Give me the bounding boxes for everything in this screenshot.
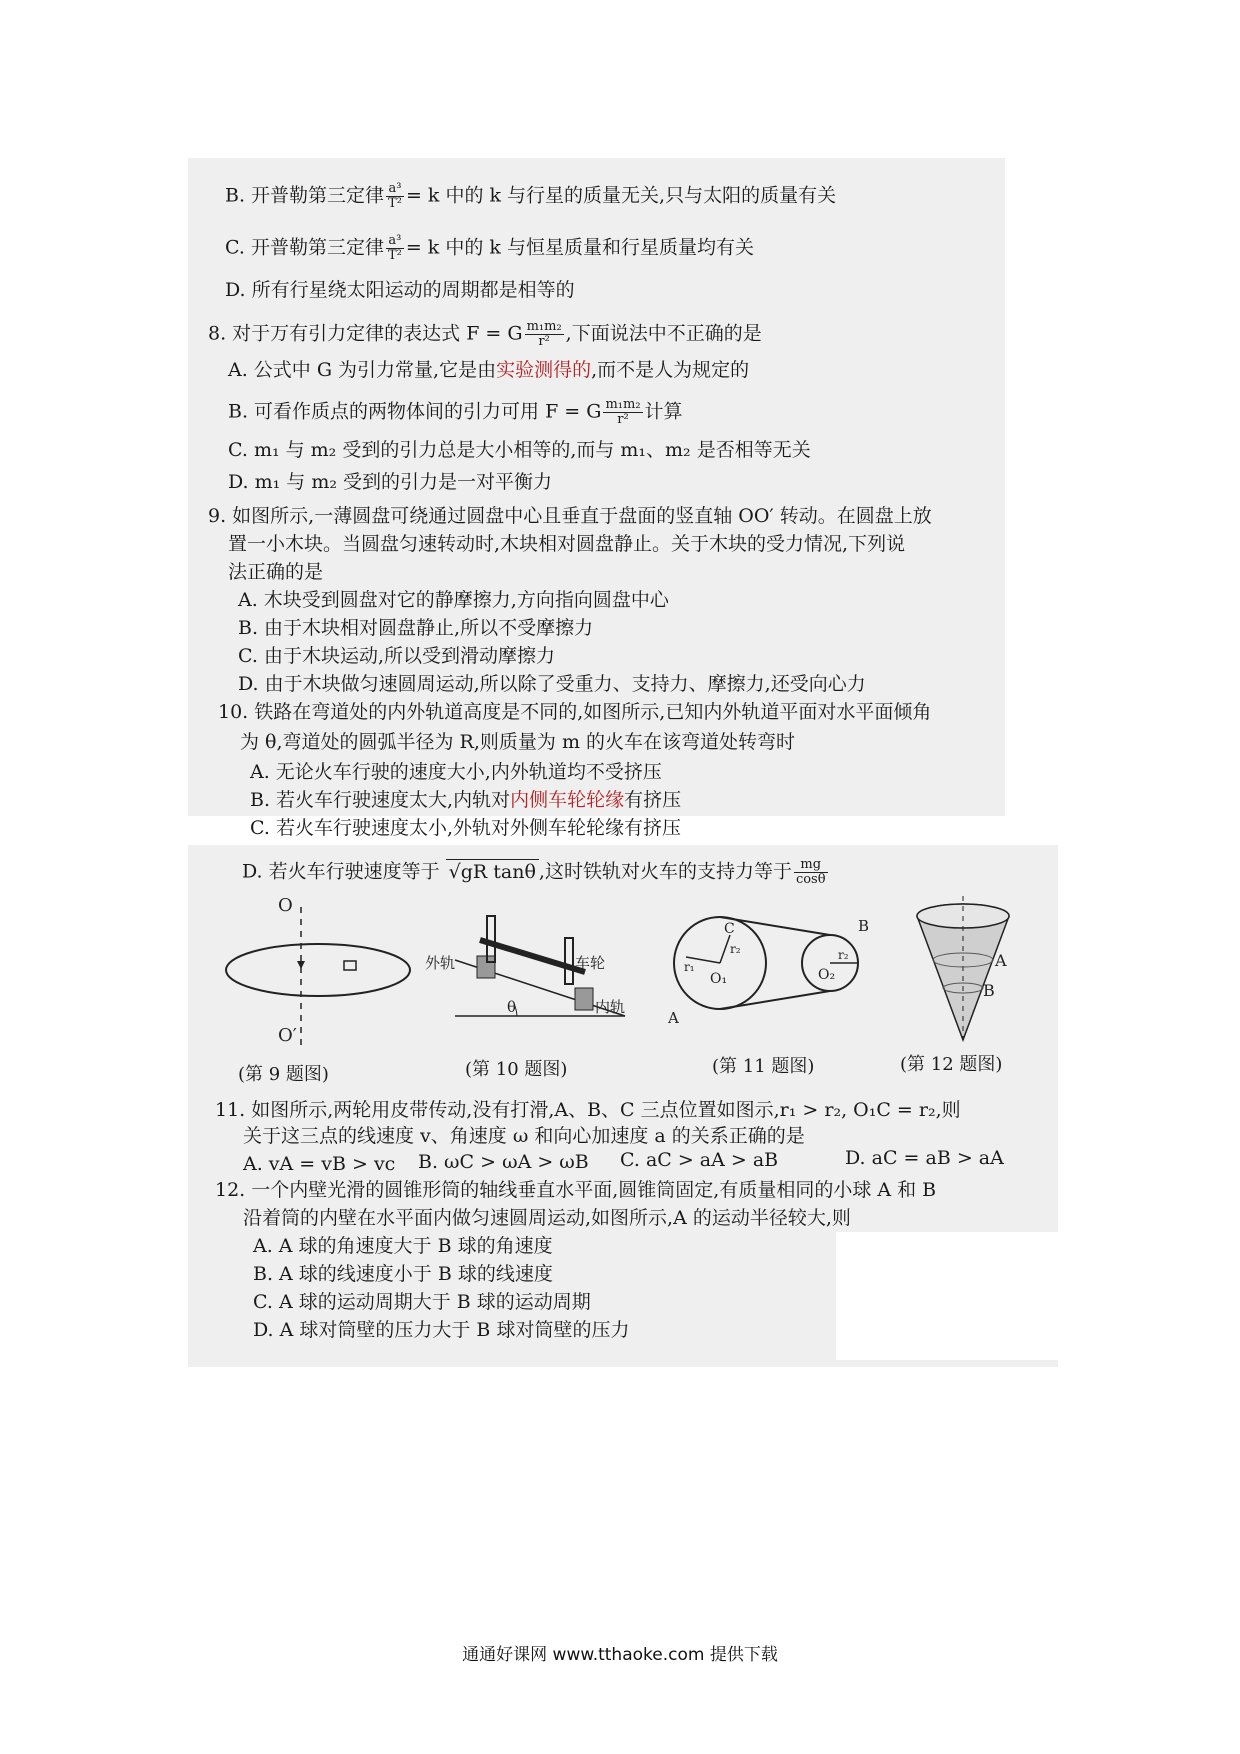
q9-stem-1: 9. 如图所示,一薄圆盘可绕通过圆盘中心且垂直于盘面的竖直轴 OO′ 转动。在圆盘上放 xyxy=(208,505,932,527)
fig10-label-theta: θ xyxy=(507,998,517,1016)
figure-12-cone xyxy=(905,892,1035,1052)
fig11-label-r1: r₁ xyxy=(684,960,695,974)
q9-stem-2: 置一小木块。当圆盘匀速转动时,木块相对圆盘静止。关于木块的受力情况,下列说 xyxy=(228,533,906,555)
fig9-label-O-prime: O′ xyxy=(278,1025,297,1045)
q11-option-a: A. vA = vB > vc xyxy=(243,1153,396,1175)
q11-stem-1: 11. 如图所示,两轮用皮带传动,没有打滑,A、B、C 三点位置如图示,r₁ > r₂, O₁C = r₂,则 xyxy=(215,1099,961,1121)
q8-option-d: D. m₁ 与 m₂ 受到的引力是一对平衡力 xyxy=(228,471,553,493)
q10-option-c: C. 若火车行驶速度太小,外轨对外侧车轮轮缘有挤压 xyxy=(250,817,681,839)
fig12-label-A: A xyxy=(995,951,1007,970)
caption-figure-12: (第 12 题图) xyxy=(900,1054,1003,1075)
fig11-label-O2: O₂ xyxy=(818,967,836,983)
fig11-label-C: C xyxy=(724,921,735,937)
q10-option-d: D. 若火车行驶速度等于 √gR tanθ ,这时铁轨对火车的支持力等于 $\frac{mg}{\cos\theta}$ xyxy=(242,857,826,887)
fig11-label-O1: O₁ xyxy=(710,971,728,987)
fig10-label-wheel: 车轮 xyxy=(575,954,606,972)
blank-patch xyxy=(836,1232,1058,1360)
q9-stem-3: 法正确的是 xyxy=(228,561,324,583)
fig11-label-r2-right: r₂ xyxy=(838,948,849,962)
caption-figure-11: (第 11 题图) xyxy=(712,1056,815,1077)
q12-option-c: C. A 球的运动周期大于 B 球的运动周期 xyxy=(253,1291,591,1313)
q8-option-c: C. m₁ 与 m₂ 受到的引力总是大小相等的,而与 m₁、m₂ 是否相等无关 xyxy=(228,439,811,461)
q11-option-c: C. aC > aA > aB xyxy=(620,1149,779,1171)
q12-option-d: D. A 球对筒壁的压力大于 B 球对筒壁的压力 xyxy=(253,1319,630,1341)
q7-option-b: B. 开普勒第三定律 $\frac{\text{a³}}{\text{T²}}$ = k 中的 k 与行星的质量无关,只与太阳的质量有关 xyxy=(225,181,837,211)
fig11-label-B: B xyxy=(858,917,870,935)
fig10-label-inner-rail: 内轨 xyxy=(595,998,626,1016)
q8-option-b: B. 可看作质点的两物体间的引力可用 F = G $\frac{\text{m₁m₂}}{\text{r²}}$ 计算 xyxy=(228,397,683,427)
caption-figure-10: (第 10 题图) xyxy=(465,1059,568,1080)
q9-option-c: C. 由于木块运动,所以受到滑动摩擦力 xyxy=(238,645,555,667)
footer-source: 通通好课网 www.tthaoke.com 提供下载 xyxy=(462,1645,778,1665)
figure-9-disc xyxy=(218,895,418,1045)
q11-stem-2: 关于这三点的线速度 v、角速度 ω 和向心加速度 a 的关系正确的是 xyxy=(243,1125,805,1147)
q9-option-a: A. 木块受到圆盘对它的静摩擦力,方向指向圆盘中心 xyxy=(238,589,669,611)
figure-11-belt xyxy=(668,905,883,1025)
q12-stem-1: 12. 一个内壁光滑的圆锥形筒的轴线垂直水平面,圆锥筒固定,有质量相同的小球 A 和 B xyxy=(215,1179,937,1201)
q12-option-a: A. A 球的角速度大于 B 球的角速度 xyxy=(253,1235,553,1257)
q10-stem-2: 为 θ,弯道处的圆弧半径为 R,则质量为 m 的火车在该弯道处转弯时 xyxy=(240,731,796,753)
q10-option-b: B. 若火车行驶速度太大,内轨对内侧车轮轮缘有挤压 xyxy=(250,789,682,811)
fig10-label-outer-rail: 外轨 xyxy=(425,954,456,972)
fig11-label-r2-left: r₂ xyxy=(730,942,741,956)
q7-option-d: D. 所有行星绕太阳运动的周期都是相等的 xyxy=(225,279,575,301)
fig9-label-O: O xyxy=(278,895,293,916)
q8-option-a: A. 公式中 G 为引力常量,它是由实验测得的,而不是人为规定的 xyxy=(228,359,750,381)
q8-stem: 8. 对于万有引力定律的表达式 F = G $\frac{\text{m₁m₂}}{\text{r²}}$ ,下面说法中不正确的是 xyxy=(208,319,762,349)
fig12-label-B: B xyxy=(983,981,995,1000)
q9-option-d: D. 由于木块做匀速圆周运动,所以除了受重力、支持力、摩擦力,还受向心力 xyxy=(238,673,866,695)
q11-option-d: D. aC = aB > aA xyxy=(845,1147,1004,1169)
q10-option-a: A. 无论火车行驶的速度大小,内外轨道均不受挤压 xyxy=(250,761,662,783)
fig11-label-A: A xyxy=(668,1009,679,1025)
q9-option-b: B. 由于木块相对圆盘静止,所以不受摩擦力 xyxy=(238,617,594,639)
q10-stem-1: 10. 铁路在弯道处的内外轨道高度是不同的,如图所示,已知内外轨道平面对水平面倾角 xyxy=(218,701,932,723)
q12-stem-2: 沿着筒的内壁在水平面内做匀速圆周运动,如图所示,A 的运动半径较大,则 xyxy=(243,1207,851,1229)
caption-figure-9: (第 9 题图) xyxy=(238,1064,329,1085)
q12-option-b: B. A 球的线速度小于 B 球的线速度 xyxy=(253,1263,553,1285)
q7-option-c: C. 开普勒第三定律 $\frac{\text{a³}}{\text{T²}}$ = k 中的 k 与恒星质量和行星质量均有关 xyxy=(225,233,754,263)
figure-10-rails xyxy=(425,900,635,1040)
q11-option-b: B. ωC > ωA > ωB xyxy=(418,1151,589,1173)
